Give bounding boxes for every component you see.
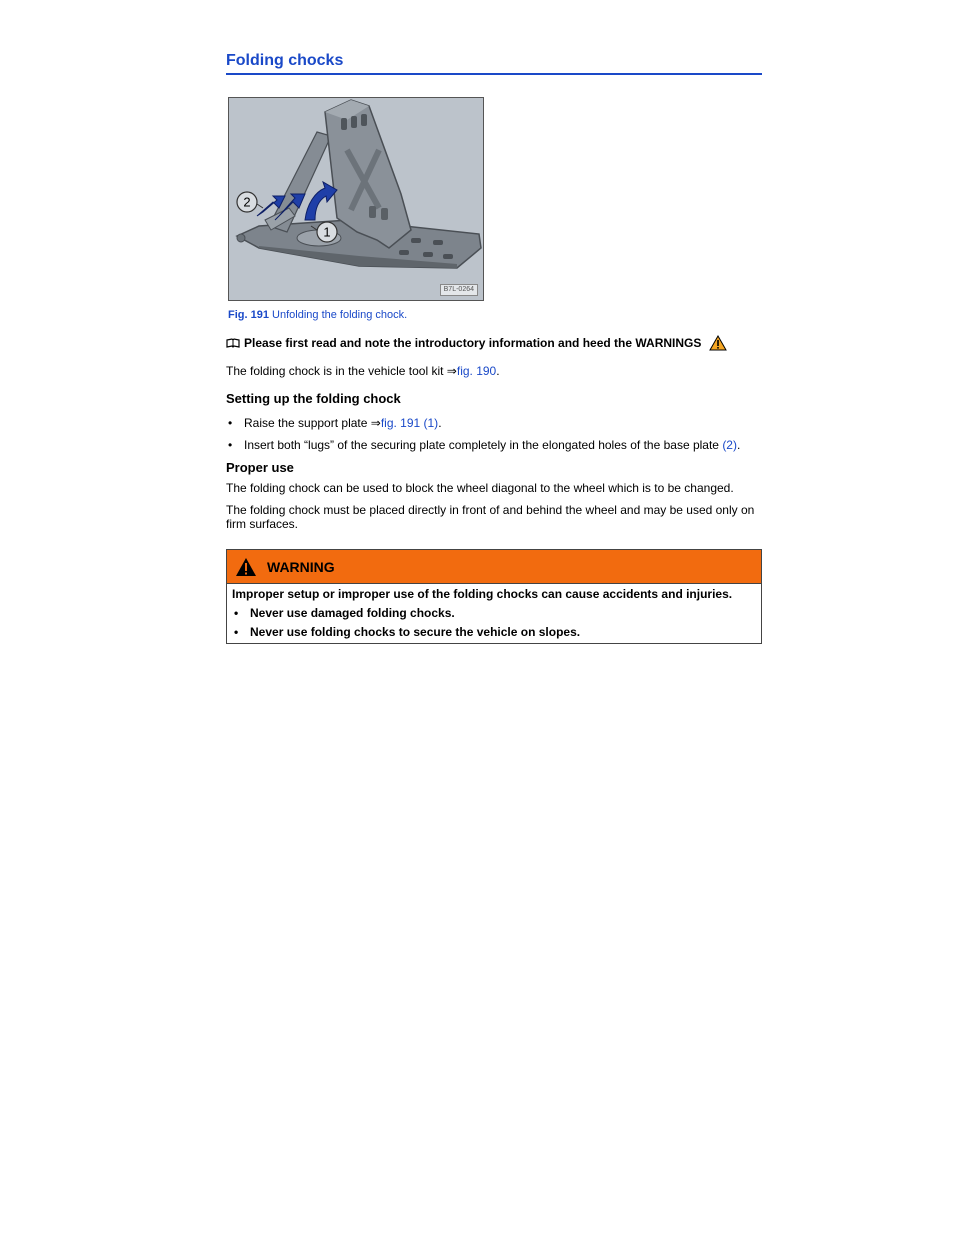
folding-chock-illustration (229, 98, 483, 300)
document-page (226, 52, 762, 644)
callout-2: 2 (243, 194, 251, 210)
list-item: • Insert both “lugs” of the securing plate completely in the elongated holes of the base plate (2). (228, 438, 741, 452)
setup-list (226, 416, 762, 452)
proper-use-para-1: The folding chock can be used to block the wheel diagonal to the wheel which is to be changed. (226, 481, 734, 495)
warning-box (226, 549, 762, 644)
figure-caption-label: Fig. 191 (228, 309, 269, 321)
page-title: Folding chocks (226, 52, 762, 75)
warning-triangle-icon[interactable] (709, 335, 727, 351)
warning-label: WARNING (267, 558, 335, 575)
list-item: • Never use damaged folding chocks. (234, 606, 455, 620)
figure (228, 97, 484, 321)
warning-list (232, 606, 757, 639)
location-text: The folding chock is in the vehicle tool kit (226, 364, 444, 378)
figure-code: B7L-0264 (440, 284, 478, 296)
callout-1: 1 (323, 224, 331, 240)
location-end: . (496, 364, 500, 378)
warning-header (227, 550, 761, 584)
warning-body (227, 584, 761, 643)
callout-2-link[interactable]: (2) (722, 438, 737, 452)
setup-item-1-arrow: ⇒ (370, 416, 381, 430)
location-arrow: ⇒ (446, 364, 457, 378)
figure-caption-text: Unfolding the folding chock. (272, 309, 408, 321)
setup-item-2-text: Insert both “lugs” of the securing plate completely in the elongated holes of the base plate (244, 438, 723, 452)
fig-191-link[interactable]: fig. 191 (1) (380, 416, 439, 430)
figure-illustration (228, 97, 484, 301)
fig-190-link[interactable]: fig. 190 (456, 364, 497, 378)
setup-heading: Setting up the folding chock (226, 391, 401, 406)
location-paragraph (226, 364, 762, 378)
proper-use-para-2: The folding chock must be placed directly in front of and behind the wheel and may be used only on firm surfaces. (226, 503, 755, 531)
warning-icon (235, 557, 257, 577)
book-icon (226, 338, 240, 348)
warning-text: Improper setup or improper use of the folding chocks can cause accidents and injuries. (232, 587, 733, 601)
proper-use-heading: Proper use (226, 460, 294, 475)
figure-caption (228, 309, 484, 321)
list-item: • Raise the support plate ⇒fig. 191 (1). (228, 416, 442, 430)
intro-note (226, 335, 762, 351)
list-item: • Never use folding chocks to secure the vehicle on slopes. (234, 625, 581, 639)
setup-item-1-text: Raise the support plate (244, 416, 371, 430)
intro-text: Please first read and note the introductory information and heed the WARNINGS (244, 336, 702, 350)
